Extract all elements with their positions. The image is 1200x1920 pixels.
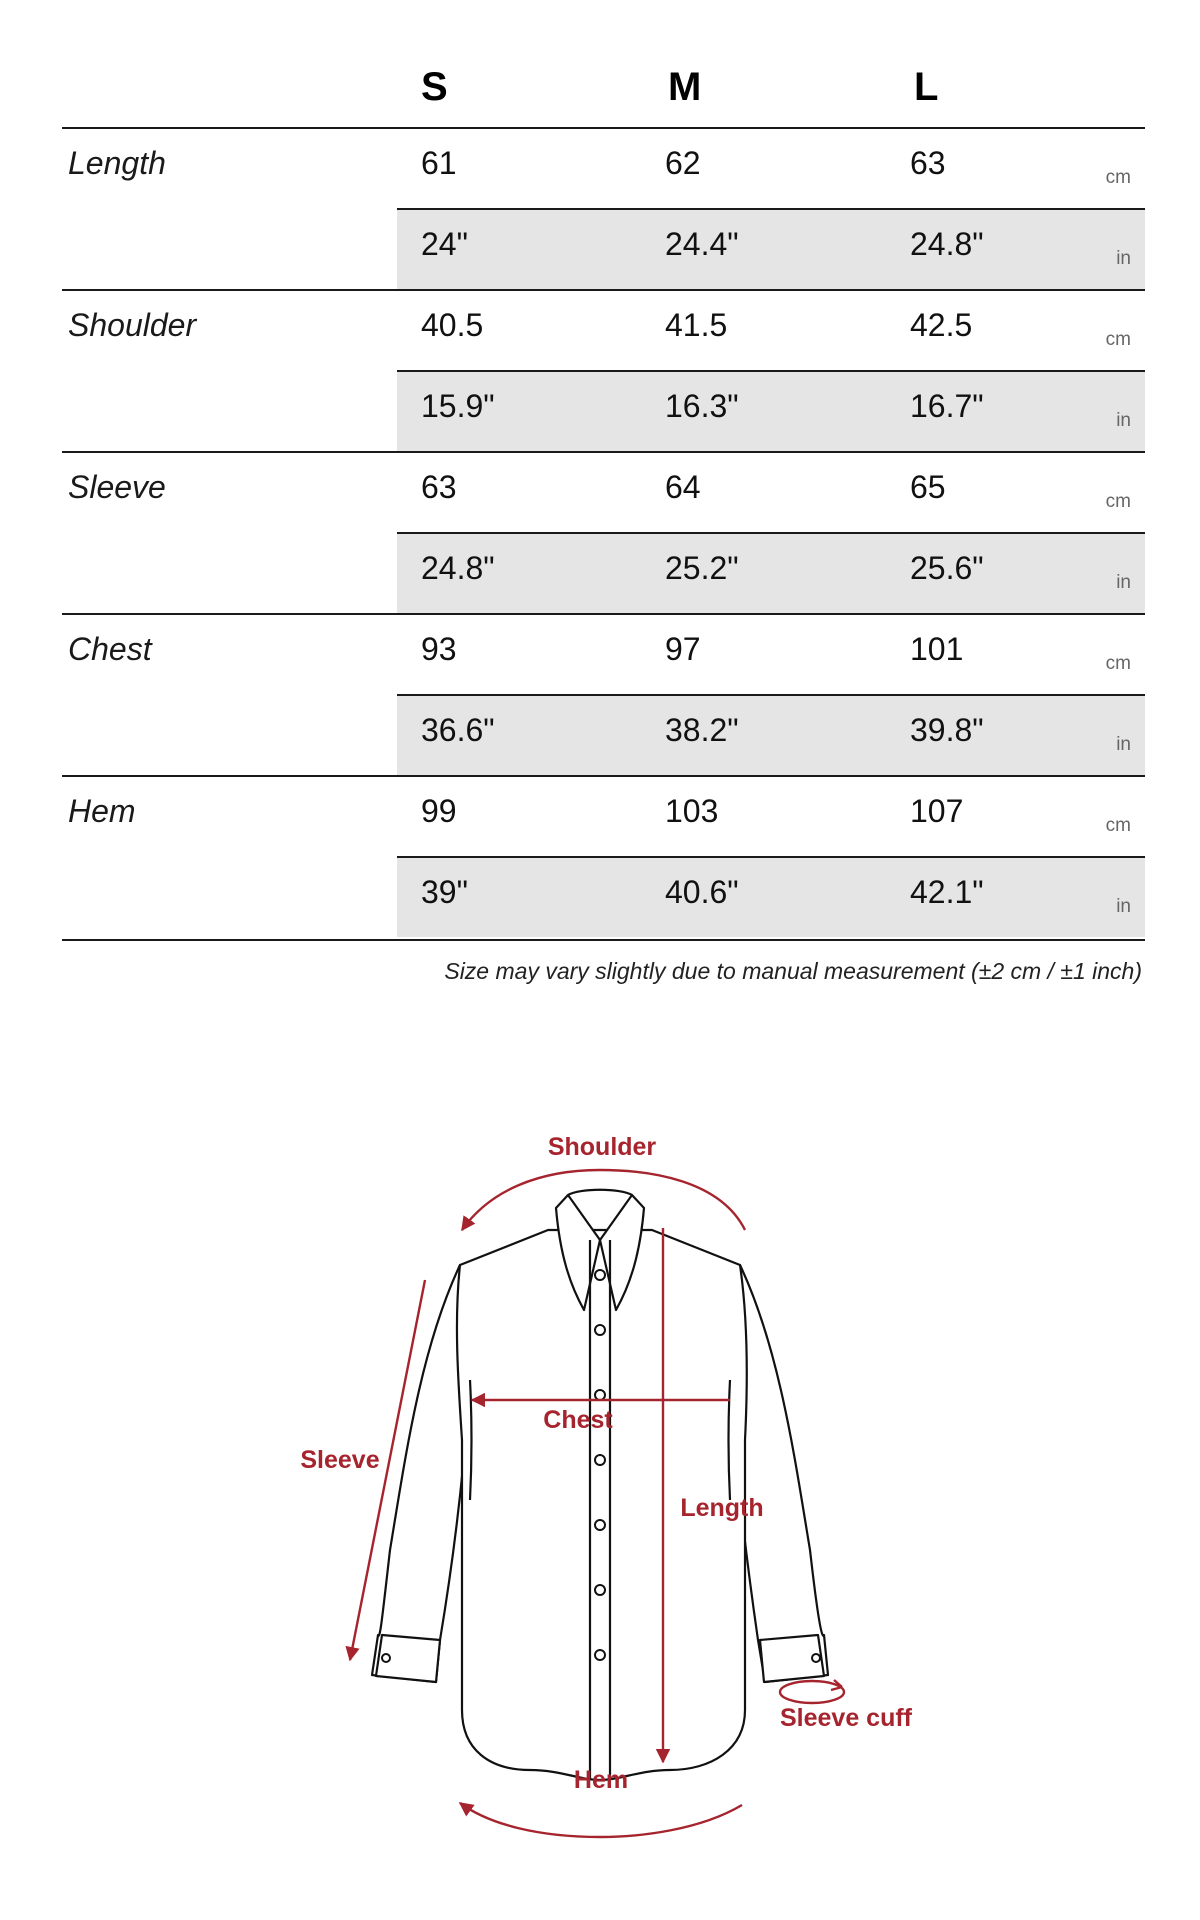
- row-shade: [397, 208, 1145, 289]
- value-s-cm: 63: [421, 469, 457, 505]
- table-row-hem-in: [62, 856, 1145, 937]
- table-row-sleeve-cm: [62, 451, 1145, 532]
- row-rule: [397, 856, 1145, 858]
- value-l-cm: 107: [910, 793, 964, 829]
- value-m-in: 24.4": [665, 226, 739, 262]
- value-l-cm: 42.5: [910, 307, 973, 343]
- measurement-label: Length: [68, 145, 166, 181]
- collar-band: [568, 1190, 632, 1195]
- value-s-cm: 93: [421, 631, 457, 667]
- table-row-chest-cm: [62, 613, 1145, 694]
- unit-label: cm: [1105, 653, 1131, 674]
- size-header-s: S: [421, 65, 448, 109]
- row-rule: [62, 775, 1145, 777]
- value-s-cm: 99: [421, 793, 457, 829]
- label-sleeve: Sleeve: [300, 1446, 380, 1474]
- row-rule: [62, 451, 1145, 453]
- value-l-in: 24.8": [910, 226, 984, 262]
- value-s-in: 15.9": [421, 388, 495, 424]
- table-row-chest-in: [62, 694, 1145, 775]
- shirt-measurement-diagram: [0, 1080, 1200, 1840]
- measurement-label: Chest: [68, 631, 152, 667]
- sleeve-cuff-loop: [780, 1681, 844, 1703]
- hem-arrow: [460, 1803, 742, 1837]
- unit-label: in: [1116, 410, 1131, 431]
- unit-label: in: [1116, 248, 1131, 269]
- measurement-label: Shoulder: [68, 307, 197, 343]
- value-s-in: 24": [421, 226, 468, 262]
- row-rule: [397, 694, 1145, 696]
- size-header-l: L: [914, 65, 939, 109]
- measurement-label: Sleeve: [68, 469, 166, 505]
- row-shade: [397, 532, 1145, 613]
- row-shade: [397, 694, 1145, 775]
- label-hem: Hem: [573, 1766, 629, 1794]
- table-row-shoulder-cm: [62, 289, 1145, 370]
- label-sleeve-cuff: Sleeve cuff: [779, 1704, 913, 1732]
- unit-label: cm: [1105, 167, 1131, 188]
- value-m-cm: 103: [665, 793, 719, 829]
- table-row-sleeve-in: [62, 532, 1145, 613]
- table-row-length-in: [62, 208, 1145, 289]
- value-l-in: 39.8": [910, 712, 984, 748]
- value-l-in: 42.1": [910, 874, 984, 910]
- unit-label: cm: [1105, 329, 1131, 350]
- table-row-shoulder-in: [62, 370, 1145, 451]
- row-rule: [397, 370, 1145, 372]
- value-s-cm: 40.5: [421, 307, 484, 343]
- row-rule: [62, 289, 1145, 291]
- unit-label: in: [1116, 896, 1131, 917]
- table-row-hem-cm: [62, 775, 1145, 856]
- unit-label: cm: [1105, 491, 1131, 512]
- value-l-in: 16.7": [910, 388, 984, 424]
- row-shade: [397, 370, 1145, 451]
- value-l-cm: 101: [910, 631, 964, 667]
- value-s-in: 36.6": [421, 712, 495, 748]
- value-s-in: 39": [421, 874, 468, 910]
- value-m-cm: 64: [665, 469, 701, 505]
- measurement-label: Hem: [68, 793, 136, 829]
- value-m-cm: 97: [665, 631, 701, 667]
- label-chest: Chest: [543, 1406, 613, 1434]
- value-m-in: 38.2": [665, 712, 739, 748]
- label-length: Length: [680, 1494, 764, 1522]
- row-rule: [62, 127, 1145, 129]
- row-rule: [62, 613, 1145, 615]
- value-l-cm: 63: [910, 145, 946, 181]
- value-l-cm: 65: [910, 469, 946, 505]
- shoulder-arrow: [462, 1170, 745, 1230]
- value-s-cm: 61: [421, 145, 457, 181]
- table-bottom-rule: [62, 939, 1145, 941]
- unit-label: in: [1116, 572, 1131, 593]
- value-m-in: 25.2": [665, 550, 739, 586]
- size-header-m: M: [668, 65, 702, 109]
- row-rule: [397, 208, 1145, 210]
- unit-label: cm: [1105, 815, 1131, 836]
- row-rule: [397, 532, 1145, 534]
- label-shoulder: Shoulder: [547, 1133, 657, 1161]
- value-m-cm: 41.5: [665, 307, 728, 343]
- value-m-in: 16.3": [665, 388, 739, 424]
- table-row-length-cm: [62, 127, 1145, 208]
- value-s-in: 24.8": [421, 550, 495, 586]
- value-m-cm: 62: [665, 145, 701, 181]
- unit-label: in: [1116, 734, 1131, 755]
- measurement-note: Size may vary slightly due to manual measurement (±2 cm / ±1 inch): [444, 958, 1142, 984]
- value-l-in: 25.6": [910, 550, 984, 586]
- value-m-in: 40.6": [665, 874, 739, 910]
- row-shade: [397, 856, 1145, 937]
